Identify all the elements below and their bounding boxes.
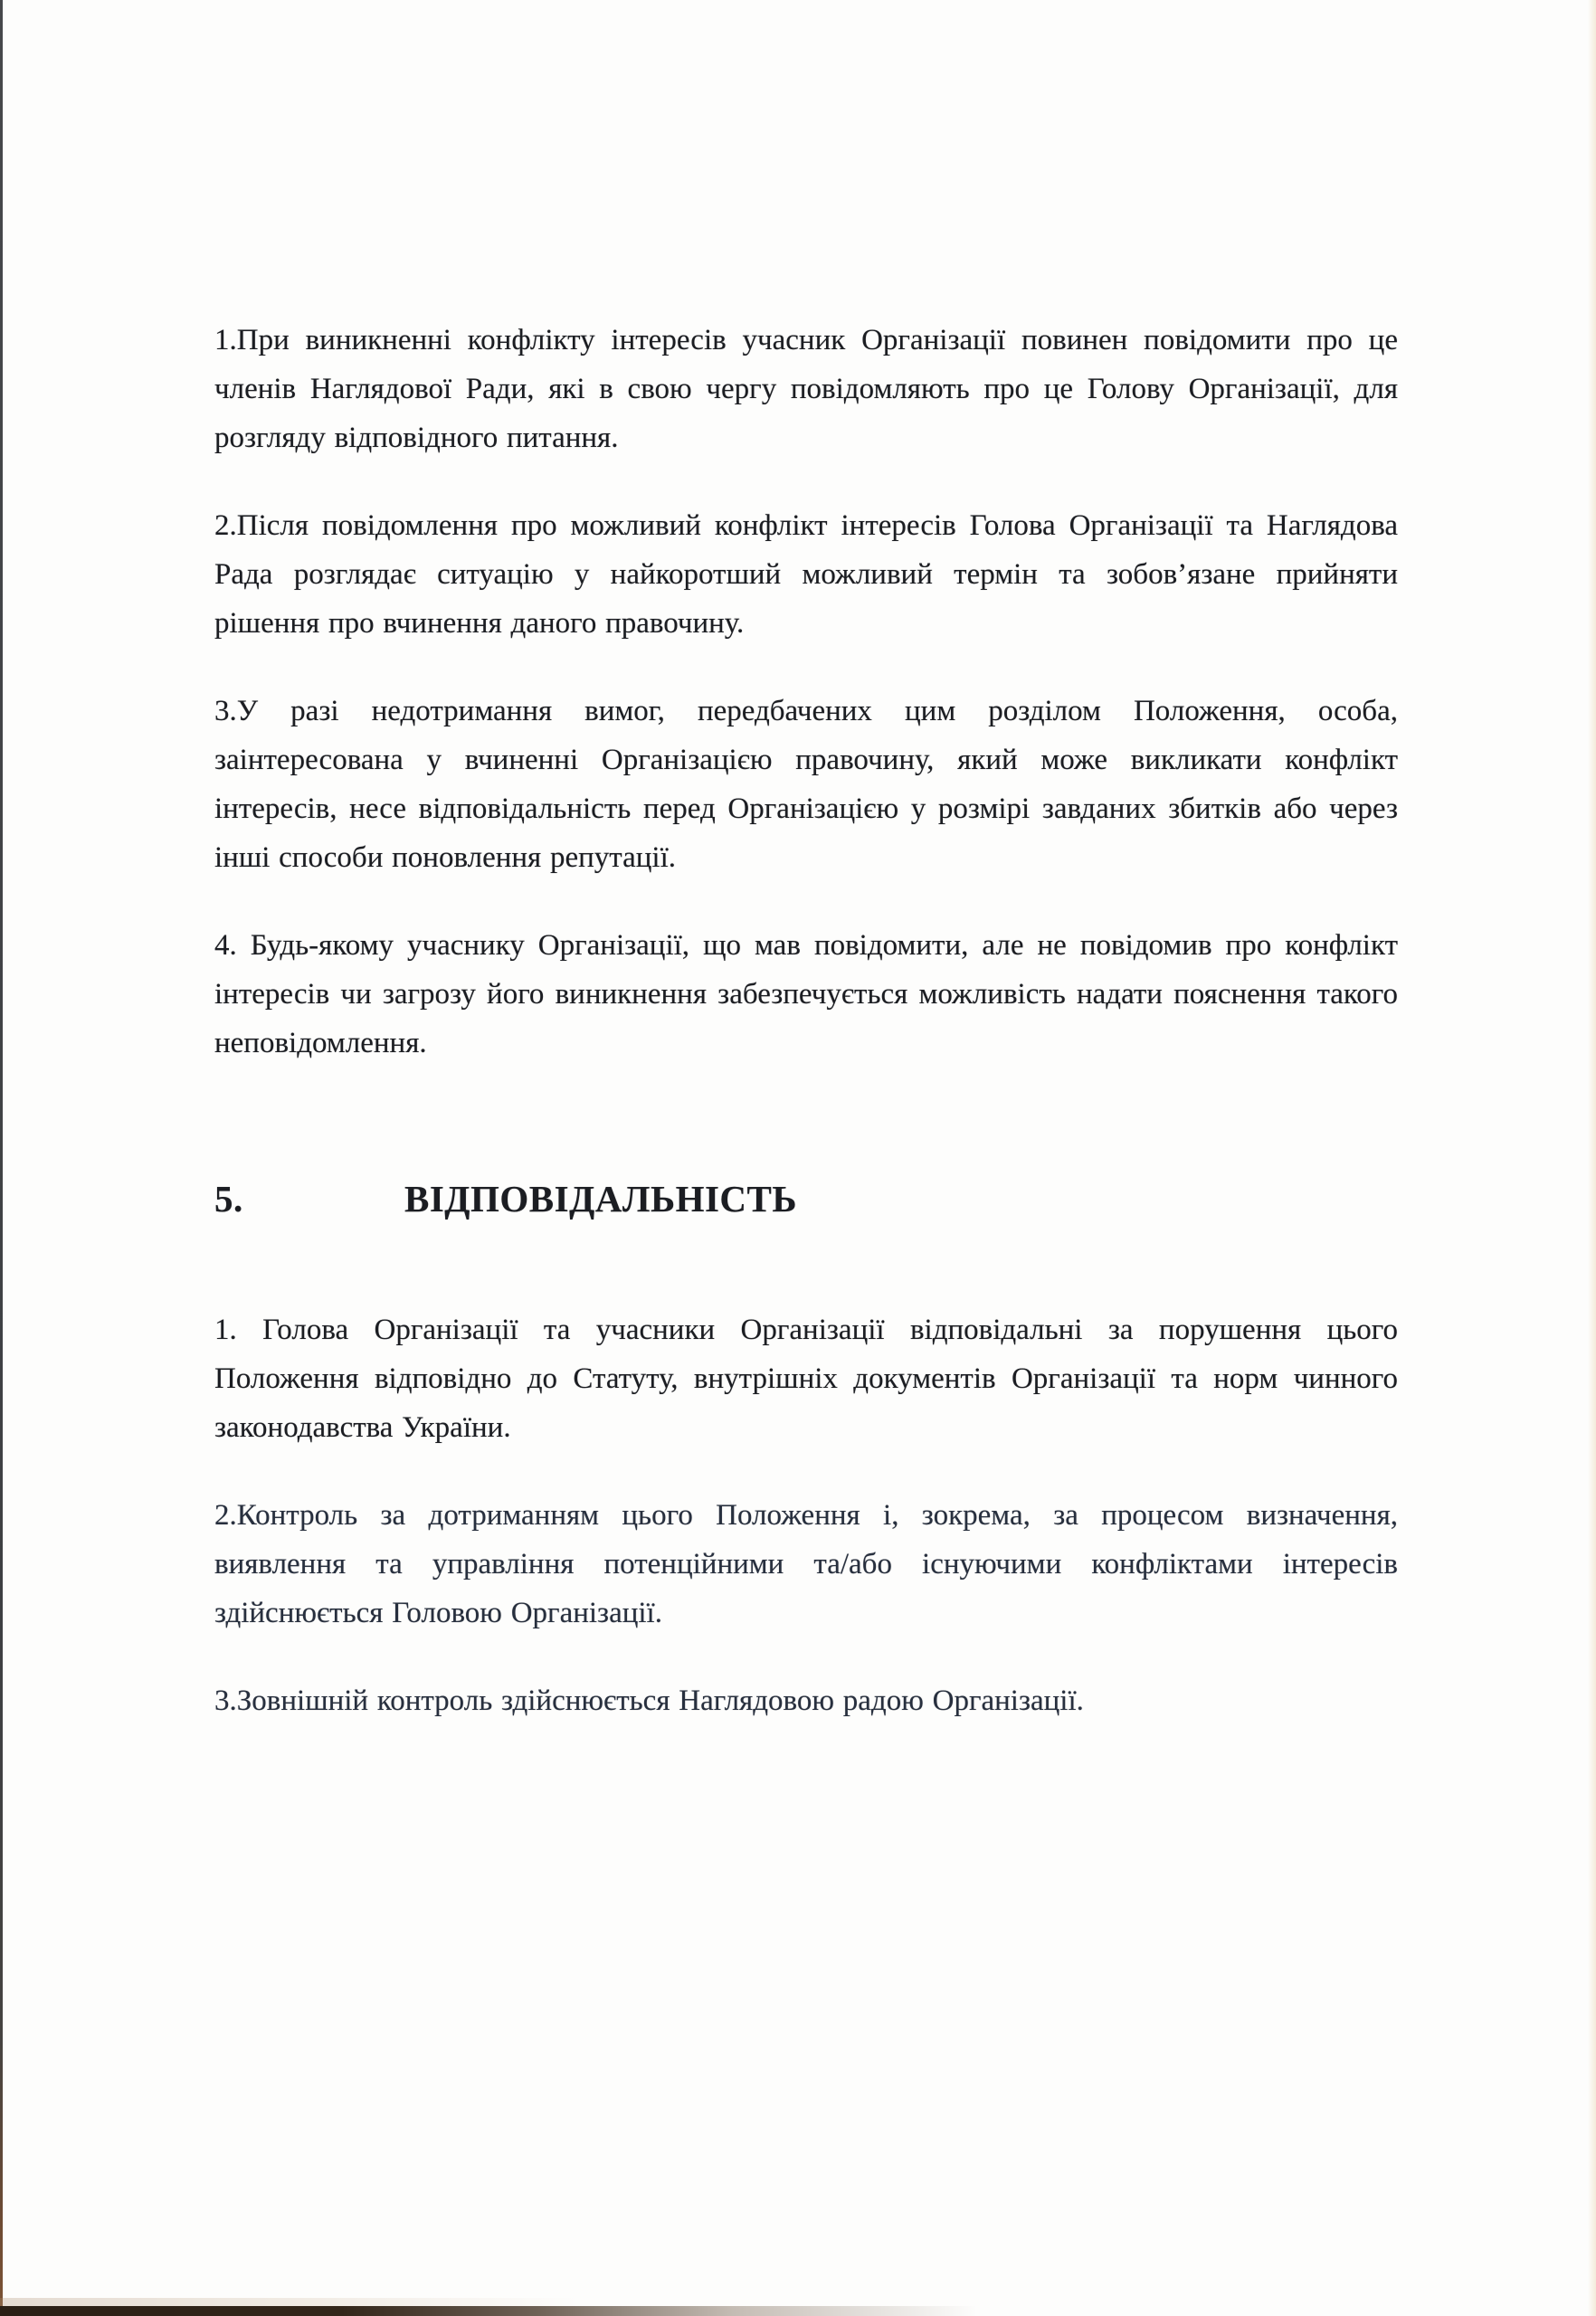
conflict-paragraph-2: 2.Після повідомлення про можливий конфлікт інтересів Голова Організації та Наглядова Рада розглядає ситуацію у найкоротший можливий термін та зобов’язане прийняти рішення про вчинення даного правочину. [214,509,1398,640]
scan-edge-right-shading [1588,0,1596,2316]
scan-smudge-bottom-faint [0,2298,579,2306]
scan-smudge-bottom-bar [0,2306,977,2316]
document-body [214,316,1398,1725]
section-5-title: ВІДПОВІДАЛЬНІСТЬ [404,1178,797,1220]
section-5-number: 5. [214,1178,243,1220]
scan-edge-left-line [0,0,3,2316]
conflict-paragraph-4: 4. Будь-якому учаснику Організації, що мав повідомити, але не повідомив про конфлікт інтересів чи загрозу його виникнення забезпечується можливість надати пояснення такого неповідомлення. [214,929,1398,1059]
responsibility-paragraph-3: 3.Зовнішній контроль здійснюється Наглядовою радою Організації. [214,1685,1084,1717]
responsibility-paragraph-1: 1. Голова Організації та учасники Організації відповідальні за порушення цього Положення відповідно до Статуту, внутрішніх документів Організації та норм чинного законодавства України. [214,1314,1398,1444]
section-5-heading [214,1176,1398,1221]
conflict-paragraph-1: 1.При виникненні конфлікту інтересів учасник Організації повинен повідомити про це членів Наглядової Ради, які в свою чергу повідомляють про це Голову Організації, для розгляду відповідного питання. [214,324,1398,454]
conflict-paragraph-3: 3.У разі недотримання вимог, передбачених цим розділом Положення, особа, заінтересована у вчиненні Організацією правочину, який може викликати конфлікт інтересів, несе відповідальність перед Організацією у розмірі завданих збитків або через інші способи поновлення репутації. [214,695,1398,874]
responsibility-paragraph-2: 2.Контроль за дотриманням цього Положення і, зокрема, за процесом визначення, виявлення та управління потенційними та/або існуючими конфліктами інтересів здійснюється Головою Організації. [214,1499,1398,1629]
